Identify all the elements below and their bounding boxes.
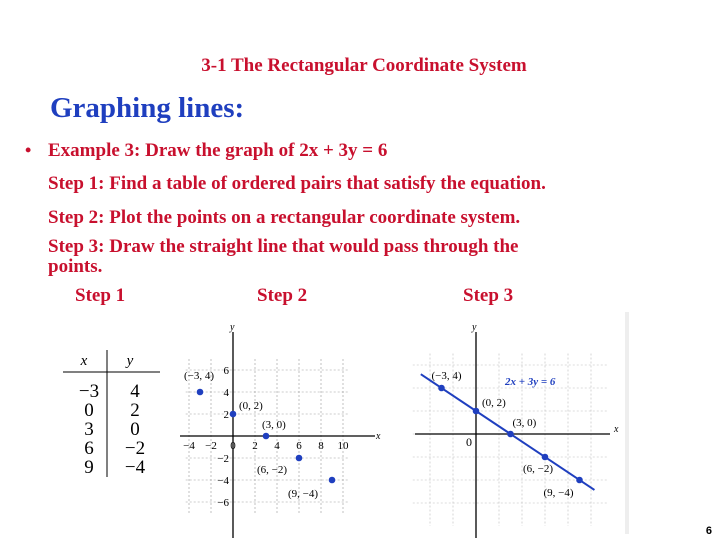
plot2-y-axis-label: y [230, 322, 235, 333]
table-cell-x: 9 [84, 457, 94, 478]
x-tick-label: −2 [205, 440, 217, 452]
table-header-y: y [126, 353, 134, 369]
step2-label: Step 2 [257, 285, 308, 306]
edge-strip [625, 312, 629, 534]
plot3-equation-label: 2x + 3y = 6 [505, 376, 556, 388]
point-label: (9, −4) [288, 488, 319, 500]
step3-line-plot [410, 318, 625, 543]
point-label: (6, −2) [523, 463, 554, 475]
x-tick-label: 10 [337, 440, 349, 452]
example-prefix: Example 3: Draw the graph of [48, 140, 300, 161]
plot3-x-axis-label: x [614, 424, 619, 435]
x-tick-label: 0 [230, 440, 236, 452]
slide-title: 3-1 The Rectangular Coordinate System [201, 55, 527, 76]
section-heading: Graphing lines: [50, 92, 245, 124]
plot3-graph-line [421, 374, 595, 490]
point-label: (9, −4) [543, 487, 574, 499]
y-tick-label: 6 [223, 365, 229, 377]
plot-point [230, 411, 237, 418]
table-cell-y: 2 [130, 400, 140, 421]
table-row [79, 381, 140, 402]
plot-point [576, 477, 583, 484]
point-label: (6, −2) [257, 464, 288, 476]
plot3-y-axis-label: y [472, 322, 477, 333]
plot-point [438, 385, 445, 392]
plot2-point-labels [184, 370, 318, 500]
page-number: 6 [705, 525, 712, 537]
table-row [84, 438, 145, 459]
x-tick-label: −4 [183, 440, 195, 452]
x-tick-label: 6 [296, 440, 302, 452]
step3-text-line1: Step 3: Draw the straight line that would pass through the [48, 236, 519, 257]
table-cell-x: −3 [78, 381, 100, 402]
plot-point [329, 477, 336, 484]
point-label: (−3, 4) [184, 370, 215, 382]
y-tick-label: 2 [223, 409, 229, 421]
step3-label: Step 3 [463, 285, 514, 306]
example-line [48, 140, 387, 162]
x-tick-label: 4 [274, 440, 280, 452]
table-cell-x: 0 [84, 400, 94, 421]
y-tick-label: −6 [217, 497, 229, 509]
point-label: (3, 0) [262, 419, 286, 431]
table-cell-y: −2 [124, 438, 146, 459]
point-label: (0, 2) [239, 400, 263, 412]
plot-point [296, 455, 303, 462]
plot-point [263, 433, 270, 440]
step2-coordinate-plot [175, 318, 390, 543]
plot2-x-axis-label: x [376, 431, 381, 442]
table-row [84, 419, 140, 440]
x-tick-label: 2 [252, 440, 258, 452]
table-cell-y: −4 [124, 457, 146, 478]
plot-point [542, 454, 549, 461]
table-cell-y: 4 [130, 381, 140, 402]
x-tick-label: 8 [318, 440, 324, 452]
plot-point [197, 389, 204, 396]
ordered-pairs-table [55, 345, 165, 480]
y-tick-label: −2 [217, 453, 229, 465]
example-equation: 2x + 3y = 6 [299, 140, 388, 161]
y-tick-label: −4 [217, 475, 229, 487]
table-header-x: x [80, 353, 88, 369]
plot-point [507, 431, 514, 438]
point-label: (3, 0) [512, 417, 537, 429]
plot3-origin-label: 0 [466, 435, 472, 449]
plot-point [473, 408, 480, 415]
table-cell-y: 0 [130, 419, 140, 440]
y-tick-label: 4 [223, 387, 229, 399]
table-cell-x: 3 [84, 419, 94, 440]
bullet-marker: • [25, 140, 32, 160]
table-row [84, 457, 145, 478]
table-cell-x: 6 [84, 438, 94, 459]
step1-label: Step 1 [75, 285, 126, 306]
step3-text-line2: points. [48, 256, 103, 277]
table-row [84, 400, 140, 421]
step2-text: Step 2: Plot the points on a rectangular coordinate system. [48, 207, 521, 228]
point-label: (0, 2) [482, 397, 506, 409]
point-label: (−3, 4) [431, 370, 462, 382]
step1-text: Step 1: Find a table of ordered pairs that satisfy the equation. [48, 173, 546, 194]
